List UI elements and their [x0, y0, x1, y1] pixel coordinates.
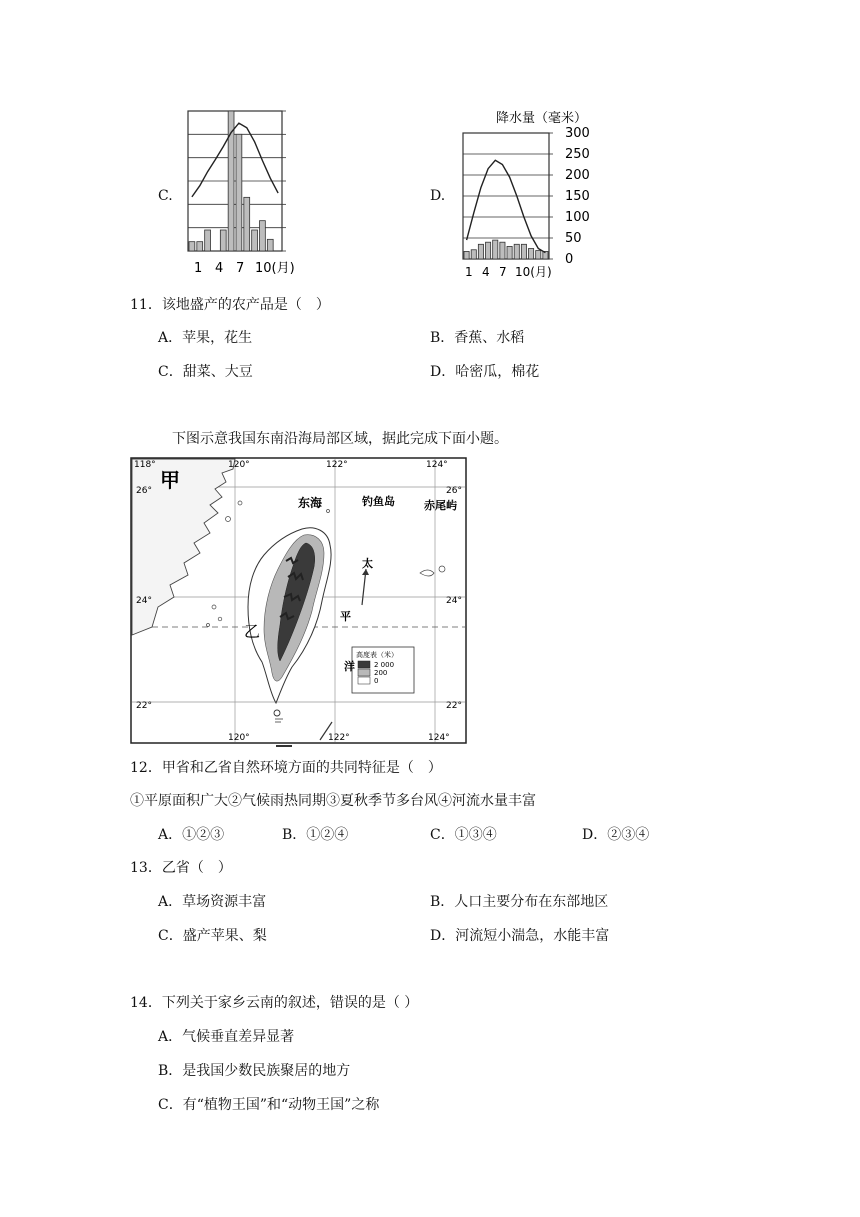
q11-option-d[interactable]: D．哈密瓜，棉花 — [430, 364, 540, 380]
lat-label: 24° — [136, 596, 152, 606]
precipitation-bar — [486, 242, 491, 259]
lon-label: 124° — [426, 460, 448, 470]
q13-option-c[interactable]: C．盛产苹果、梨 — [158, 928, 267, 944]
lon-label: 122° — [328, 733, 350, 743]
label-yi: 乙 — [244, 622, 261, 641]
precipitation-bar — [267, 239, 273, 251]
precipitation-bar — [189, 242, 195, 251]
q14-option-a[interactable]: A．气候垂直差异显著 — [158, 1029, 295, 1045]
legend-item: 0 — [374, 677, 379, 685]
chart-d-axis-title: 降水量（毫米） — [496, 111, 588, 126]
lat-label: 24° — [446, 596, 462, 606]
lon-label: 118° — [134, 460, 156, 470]
legend-item: 200 — [374, 669, 388, 677]
chart-d-ytick: 150 — [565, 189, 590, 204]
label-pacific: 太 — [362, 557, 373, 570]
precipitation-bar — [536, 251, 541, 259]
precipitation-bar — [252, 230, 258, 251]
q12-stem: 12．甲省和乙省自然环境方面的共同特征是（ ） — [130, 760, 442, 776]
q12-option-d[interactable]: D．②③④ — [582, 827, 650, 843]
southeast-coast-map — [130, 457, 468, 750]
climate-chart-c — [180, 105, 320, 280]
precipitation-bar — [529, 249, 534, 260]
chart-d-ytick: 50 — [565, 231, 582, 246]
chart-c-xtick: 1 — [194, 261, 203, 276]
precipitation-bar — [521, 244, 526, 259]
option-d-label: D. — [430, 188, 446, 204]
legend-item: 2 000 — [374, 661, 395, 669]
label-east-sea: 东海 — [298, 496, 323, 510]
q13-option-b[interactable]: B．人口主要分布在东部地区 — [430, 894, 609, 910]
lon-label: 122° — [326, 460, 348, 470]
lat-label: 26° — [446, 486, 462, 496]
q11-option-c[interactable]: C．甜菜、大豆 — [158, 364, 253, 380]
q13-stem: 13．乙省（ ） — [130, 860, 232, 876]
q12-option-b[interactable]: B．①②④ — [282, 827, 349, 843]
precipitation-bar — [205, 230, 211, 251]
precipitation-bar — [471, 250, 476, 259]
q12-option-c[interactable]: C．①③④ — [430, 827, 497, 843]
precipitation-bar — [236, 134, 242, 251]
chart-c-xtick: 4 — [215, 261, 224, 276]
lat-label: 22° — [136, 701, 152, 711]
q14-stem: 14．下列关于家乡云南的叙述，错误的是（ ） — [130, 995, 419, 1011]
legend-title: 高度表（米） — [356, 651, 398, 659]
q12-option-a[interactable]: A．①②③ — [158, 827, 225, 843]
chart-d-ytick: 300 — [565, 126, 590, 141]
precipitation-bar — [500, 242, 505, 259]
q14-option-b[interactable]: B．是我国少数民族聚居的地方 — [158, 1063, 351, 1079]
precipitation-bar — [493, 240, 498, 259]
precipitation-bar — [244, 197, 250, 251]
chart-d-xtick: 7 — [499, 265, 507, 279]
label-pacific: 平 — [340, 610, 351, 623]
option-c-label: C. — [158, 188, 173, 204]
precipitation-bar — [260, 221, 266, 251]
precipitation-bar — [514, 244, 519, 259]
chart-d-xtick: 10(月) — [515, 265, 552, 279]
precipitation-bar — [220, 230, 226, 251]
label-pacific: 洋 — [344, 660, 355, 673]
chart-c-xtick: 10(月) — [255, 261, 295, 276]
chart-c-xtick: 7 — [236, 261, 245, 276]
chart-d-ytick: 250 — [565, 147, 590, 162]
lon-label: 124° — [428, 733, 450, 743]
chart-d-ytick: 100 — [565, 210, 590, 225]
chart-d-ytick: 0 — [565, 252, 574, 267]
precipitation-bar — [478, 244, 483, 259]
lon-label: 120° — [228, 733, 250, 743]
climate-chart-d — [455, 105, 600, 280]
lon-label: 120° — [228, 460, 250, 470]
precipitation-bar — [507, 246, 512, 259]
q11-option-a[interactable]: A．苹果，花生 — [158, 330, 253, 346]
precipitation-bar — [464, 251, 469, 259]
q13-option-d[interactable]: D．河流短小湍急，水能丰富 — [430, 928, 610, 944]
label-jia: 甲 — [160, 468, 180, 492]
q14-option-c[interactable]: C．有“植物王国”和“动物王国”之称 — [158, 1097, 380, 1113]
elevation-legend — [352, 647, 414, 693]
q13-option-a[interactable]: A．草场资源丰富 — [158, 894, 267, 910]
map-intro: 下图示意我国东南沿海局部区域，据此完成下面小题。 — [172, 431, 508, 447]
chart-d-ytick: 200 — [565, 168, 590, 183]
chart-d-xtick: 1 — [465, 265, 473, 279]
label-diaoyu: 钓鱼岛 — [362, 495, 395, 508]
chart-d-xtick: 4 — [482, 265, 490, 279]
lat-label: 26° — [136, 486, 152, 496]
precipitation-bar — [197, 242, 203, 251]
lat-label: 22° — [446, 701, 462, 711]
q11-stem: 11．该地盛产的农产品是（ ） — [130, 297, 330, 313]
label-chiwei: 赤尾屿 — [424, 499, 457, 512]
q11-option-b[interactable]: B．香蕉、水稻 — [430, 330, 525, 346]
q12-statements: ①平原面积广大②气候雨热同期③夏秋季节多台风④河流水量丰富 — [130, 793, 536, 809]
